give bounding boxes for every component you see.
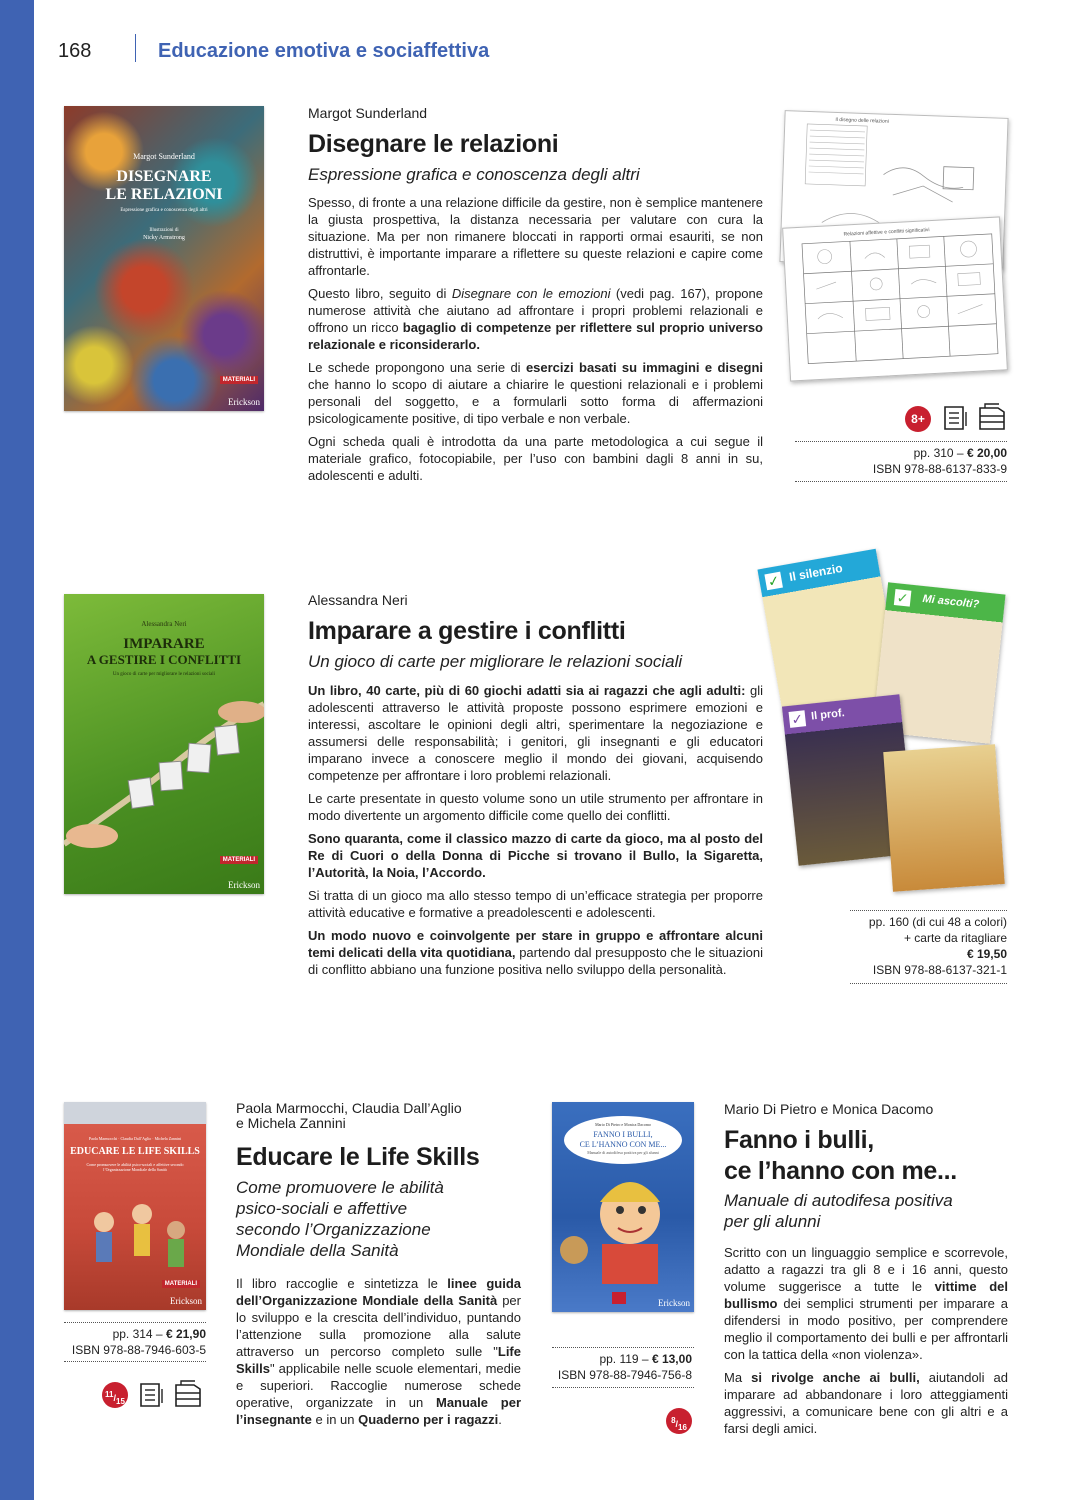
check-icon: ✓ <box>764 572 783 591</box>
desc-paragraph: Spesso, di fronte a una relazione difficile da gestire, non è semplice mantenere la giusta prospettiva, la distanza necessaria per valutare con cura la situazione. Ma per non rimanere bloccati in rapporti ormai esauriti, se non distruttivi, è importante imparare a riflettere su queste relazioni e capire come affrontarle. <box>308 195 763 278</box>
book-price-info: pp. 310 – € 20,00 ISBN 978-88-6137-833-9 <box>795 445 1007 477</box>
section-title: Educazione emotiva e sociaffettiva <box>158 40 490 62</box>
worksheet-image-1: Il disegno delle relazioni <box>779 110 1008 270</box>
cover-author: Alessandra Neri <box>141 620 187 628</box>
cover-subtitle: Manuale di autodifesa positiva per gli alunni <box>587 1150 659 1155</box>
book-cover-fanno-i-bulli[interactable] <box>552 1102 694 1312</box>
age-badge: 8+ <box>905 406 931 432</box>
cover-publisher: Erickson <box>170 1296 202 1306</box>
desc-paragraph: Un modo nuovo e coinvolgente per stare in gruppo e affrontare alcuni temi delicati della vita quotidiana, partendo dal presupposto che le situazioni di conflitto abbiano una funzione positiva nello sviluppo della personalità. <box>308 928 763 977</box>
book-title: Fanno i bulli, ce l’hanno con me... <box>724 1126 957 1185</box>
cover-title-line1: DISEGNARE <box>116 168 212 185</box>
desc-paragraph: Sono quaranta, come il classico mazzo di carte da gioco, ma al posto del Re di Cuori o della Donna di Picche si trovano il Bullo, la Sigaretta, l’Autorità, la Noia, l’Accordo. <box>308 831 763 880</box>
info-dotted-rule <box>850 983 1007 984</box>
cover-illustrator: Nicky Armstrong <box>143 235 185 241</box>
cover-series: MATERIALI <box>220 856 258 864</box>
info-dotted-rule <box>64 1322 206 1323</box>
book-price-info: pp. 119 – € 13,00 ISBN 978-88-7946-756-8 <box>540 1351 692 1383</box>
desc-paragraph: Ma si rivolge anche ai bulli, aiutandoli ad imparare ad abbandonare i loro atteggiamenti aggressivi, a comunicare bene con gli altri e a farsi degli amici. <box>724 1370 1009 1436</box>
cover-subtitle: Come promuovere le abilità psico-sociali e affettive secondo l’Organizzazione Mondiale della Sanità <box>86 1162 184 1172</box>
cover-title: EDUCARE LE LIFE SKILLS <box>70 1146 200 1157</box>
cover-author: Margot Sunderland <box>133 152 195 161</box>
cover-title-line2: LE RELAZIONI <box>105 186 223 203</box>
info-dotted-rule <box>795 481 1007 482</box>
book-author: Margot Sunderland <box>308 105 428 121</box>
book-description <box>236 1275 521 1434</box>
book-price-info: pp. 160 (di cui 48 a colori) + carte da ritagliare € 19,50 ISBN 978-88-6137-321-1 <box>820 914 1007 978</box>
desc-paragraph: Si tratta di un gioco ma allo stesso tempo di un’efficace strategia per proporre attività educative e formative a preadolescenti e adolescenti. <box>308 888 763 920</box>
desc-paragraph: Scritto con un linguaggio semplice e scorrevole, adatto a ragazzi tra gli 8 e i 16 anni, questo volume suggerisce a tutte le vittime del bullismo dei semplici strumenti per imparare a difendersi in modo positivo, per comprendere meglio il comportamento dei bulli e per affrontarli con la tattica della «non violenza». <box>724 1245 1009 1362</box>
cover-subtitle: Un gioco di carte per migliorare le relazioni sociali <box>112 672 216 677</box>
cover-title-line1: FANNO I BULLI, <box>593 1130 653 1139</box>
book-cover-imparare-a-gestire-i-conflitti[interactable] <box>64 594 264 894</box>
book-lines-icon <box>942 404 968 437</box>
cover-title-line2: A GESTIRE I CONFLITTI <box>86 652 242 667</box>
age-badge: $^{11}/_{15}$ <box>102 1382 128 1408</box>
book-author: Paola Marmocchi, Claudia Dall’Aglio e Michela Zannini <box>236 1100 462 1131</box>
cover-series: MATERIALI <box>220 376 258 384</box>
game-card-4 <box>883 744 1004 891</box>
info-dotted-rule <box>850 910 1007 911</box>
book-subtitle: Come promuovere le abilità psico-sociali e affettive secondo l’Organizzazione Mondiale della Sanità <box>236 1178 444 1260</box>
isbn: ISBN 978-88-7946-756-8 <box>557 1368 692 1382</box>
info-dotted-rule <box>64 1361 206 1362</box>
check-icon: ✓ <box>894 589 912 607</box>
cover-title-line1: IMPARARE <box>123 636 205 652</box>
isbn: ISBN 978-88-7946-603-5 <box>71 1343 206 1357</box>
book-title: Educare le Life Skills <box>236 1143 480 1171</box>
photocopy-sheets-icon <box>977 402 1007 437</box>
cover-authors: Mario Di Pietro e Monica Dacomo <box>595 1122 651 1127</box>
game-card-2: Mi ascolti? ✓ <box>872 582 1005 744</box>
book-description <box>308 682 763 984</box>
book-lines-icon <box>138 1381 164 1414</box>
isbn: ISBN 978-88-6137-321-1 <box>872 963 1007 977</box>
book-title: Imparare a gestire i conflitti <box>308 617 626 645</box>
page-number: 168 <box>58 40 92 62</box>
cover-series: MATERIALI <box>162 1280 200 1288</box>
book-subtitle: Espressione grafica e conoscenza degli altri <box>308 165 640 184</box>
game-card-3: Il prof. ✓ <box>782 694 916 865</box>
cover-publisher: Erickson <box>658 1298 690 1308</box>
cover-publisher: Erickson <box>228 880 260 890</box>
book-cover-disegnare-le-relazioni[interactable] <box>64 106 264 411</box>
desc-paragraph: Ogni scheda quali è introdotta da una parte metodologica a cui segue il materiale grafico, fotocopiabile, per l’uso con bambini dagli 8 anni in su, adolescenti e adulti. <box>308 434 763 483</box>
book-subtitle: Un gioco di carte per migliorare le relazioni sociali <box>308 652 683 671</box>
isbn: ISBN 978-88-6137-833-9 <box>872 462 1007 476</box>
desc-paragraph: Un libro, 40 carte, più di 60 giochi adatti sia ai ragazzi che agli adulti: gli adolescenti attraverso le attività proposte possono esprimere emozioni e interessi, ascoltare le opinioni degli altri, sperimentare la negoziazione e assumersi delle responsabilità; i genitori, gli insegnanti e gli educatori imparano invece a conoscere meglio il mondo dei giovani, acquisendo competenze per affrontare i loro problemi relazionali. <box>308 683 763 783</box>
book-cover-educare-le-life-skills[interactable] <box>64 1102 206 1310</box>
info-dotted-rule <box>795 441 1007 442</box>
book-price-info: pp. 314 – € 21,90 ISBN 978-88-7946-603-5 <box>40 1326 206 1358</box>
desc-paragraph: Il libro raccoglie e sintetizza le linee guida dell’Organizzazione Mondiale della Sanità per lo sviluppo e la crescita dell’individuo, puntando l’attenzione sulla promozione alla salute attraverso un percorso completo sulle "Life Skills" applicabile nelle scuole elementari, medie e superiori. Raccoglie numerose schede operative, organizzate in un Manuale per l’insegnante e in un Quaderno per i ragazzi. <box>236 1276 522 1427</box>
cover-subtitle: Espressione grafica e conoscenza degli altri <box>120 208 208 213</box>
age-badge: $^8/_{16}$ <box>666 1408 692 1434</box>
header-divider <box>135 34 136 62</box>
cover-illustrator-label: Illustrazioni di <box>149 228 179 233</box>
side-color-bar <box>0 0 34 1500</box>
desc-paragraph: Questo libro, seguito di Disegnare con le emozioni (vedi pag. 167), propone numerose attività che aiutano ad affrontare i propri problemi relazionali e offrono un ricco bagaglio di competenze per riflettere sul proprio universo relazionale e riconsiderarlo. <box>308 286 763 352</box>
book-description <box>724 1244 1008 1443</box>
cover-authors: Paola Marmocchi · Claudia Dall’Aglio · Michela Zannini <box>88 1136 182 1141</box>
game-card-1: Il silenzio ✓ <box>757 549 902 722</box>
desc-paragraph: Le schede propongono una serie di esercizi basati su immagini e disegni che hanno lo scopo di aiutare a chiarire le questioni relazionali e i problemi personali del soggetto, e a formularli sotto forma di affermazioni psicologicamente positive, di tipo verbale e non verbale. <box>308 360 763 426</box>
book-author: Mario Di Pietro e Monica Dacomo <box>724 1101 934 1117</box>
check-icon: ✓ <box>789 710 807 728</box>
desc-paragraph: Le carte presentate in questo volume sono un utile strumento per affrontare in modo divertente un argomento difficile come quello dei conflitti. <box>308 791 763 823</box>
publisher-logo <box>612 1292 626 1304</box>
worksheet-image-2: Relazioni affettive e conflitti significativi <box>782 216 1008 381</box>
info-dotted-rule <box>552 1347 694 1348</box>
photocopy-sheets-icon <box>173 1379 203 1414</box>
book-subtitle: Manuale di autodifesa positiva per gli alunni <box>724 1191 953 1231</box>
book-author: Alessandra Neri <box>308 592 408 608</box>
info-dotted-rule <box>552 1387 694 1388</box>
book-title: Disegnare le relazioni <box>308 130 559 158</box>
book-description <box>308 194 763 490</box>
cover-publisher: Erickson <box>228 397 260 407</box>
cover-title-line2: CE L’HANNO CON ME... <box>579 1140 667 1149</box>
